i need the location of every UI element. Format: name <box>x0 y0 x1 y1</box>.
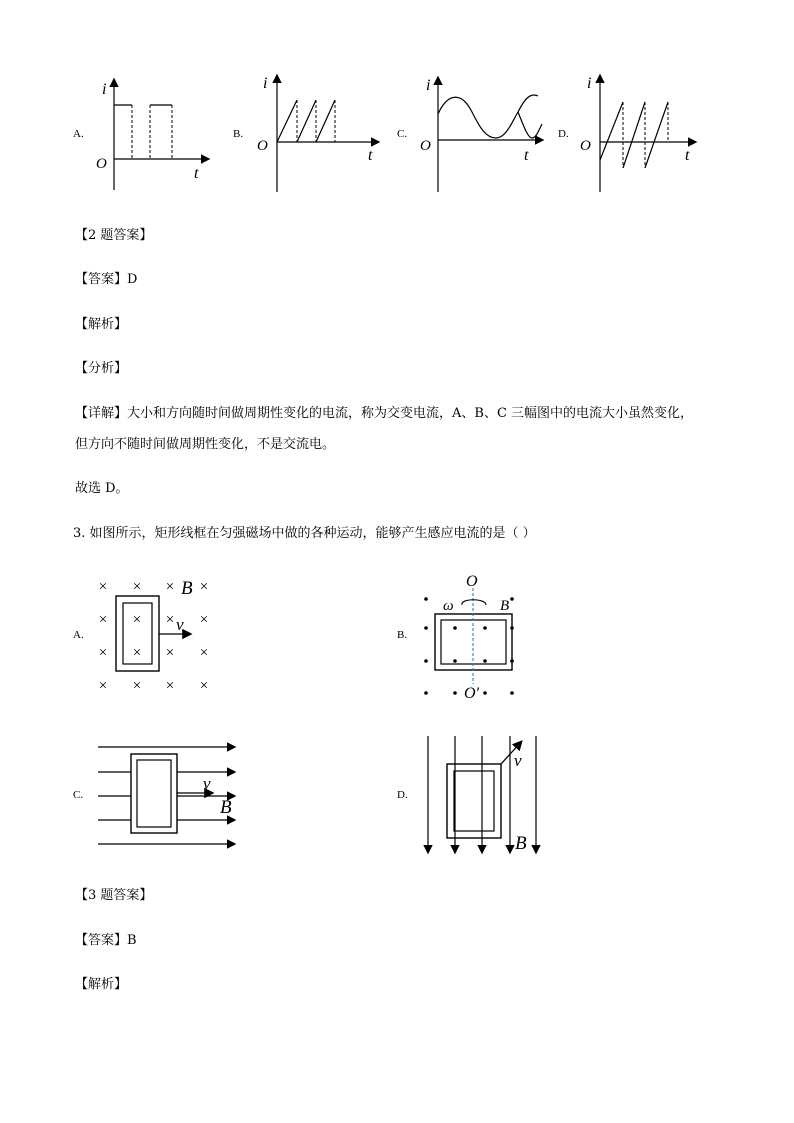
y-label: i <box>263 75 268 92</box>
svg-text:×: × <box>199 579 209 595</box>
ac-sawtooth-ramps <box>600 102 668 168</box>
q2-detail-line1: 【详解】大小和方向随时间做周期性变化的电流，称为交变电流，A、B、C 三幅图中的电流大小虽然变化， <box>75 406 694 421</box>
ac-sawtooth-drops <box>623 102 668 168</box>
origin-label: O <box>96 156 107 172</box>
field-label: B <box>515 833 527 854</box>
q3-option-c-label: C. <box>73 789 84 801</box>
svg-text:×: × <box>132 612 142 628</box>
velocity-label: v <box>203 774 211 793</box>
y-label: i <box>102 81 107 98</box>
q2-answer: 【答案】D <box>75 272 138 287</box>
sine-curve <box>438 95 542 138</box>
x-label: t <box>685 147 690 164</box>
field-label: B <box>220 797 232 818</box>
coil-inner <box>441 620 506 664</box>
svg-text:×: × <box>199 612 209 628</box>
y-label: i <box>426 77 431 94</box>
q2-heading: 【2 题答案】 <box>75 228 153 243</box>
q3-figure-a <box>92 572 222 697</box>
y-label: i <box>587 75 592 92</box>
q3-option-b-label: B. <box>397 629 408 641</box>
sawtooth-ramps <box>277 100 335 142</box>
svg-text:×: × <box>98 612 108 628</box>
omega-label: ω <box>443 598 454 614</box>
svg-text:×: × <box>165 678 175 694</box>
option-c-label: C. <box>397 128 408 140</box>
svg-text:×: × <box>199 645 209 661</box>
svg-text:×: × <box>98 579 108 595</box>
svg-text:×: × <box>165 579 175 595</box>
origin-label: O <box>257 138 268 154</box>
q3-option-a-label: A. <box>73 629 84 641</box>
graph-b <box>250 70 385 195</box>
q3-figure-d <box>418 732 548 857</box>
q3-figure-c <box>92 735 242 855</box>
q3-answer: 【答案】B <box>75 933 137 948</box>
option-b-label: B. <box>233 128 244 140</box>
velocity-label: v <box>176 615 184 634</box>
axis-bottom-label: O′ <box>464 685 480 702</box>
origin-label: O <box>580 138 591 154</box>
q3-question: 3. 如图所示，矩形线框在匀强磁场中做的各种运动，能够产生感应电流的是（ ） <box>73 526 536 541</box>
square-wave-edges <box>132 105 172 159</box>
q2-detail-line2: 但方向不随时间做周期性变化，不是交流电。 <box>75 437 336 452</box>
q2-conclusion: 故选 D。 <box>75 481 129 496</box>
svg-text:×: × <box>199 678 209 694</box>
svg-text:×: × <box>132 678 142 694</box>
option-d-label: D. <box>558 128 569 140</box>
graph-d <box>575 70 710 195</box>
field-label: B <box>181 578 193 599</box>
x-label: t <box>524 147 529 164</box>
origin-label: O <box>420 138 431 154</box>
q3-figure-b <box>416 572 526 702</box>
q2-jiexi: 【解析】 <box>75 317 128 332</box>
svg-text:×: × <box>132 645 142 661</box>
q3-heading: 【3 题答案】 <box>75 888 153 903</box>
graph-c <box>414 72 549 197</box>
q3-option-d-label: D. <box>397 789 408 801</box>
svg-text:×: × <box>132 579 142 595</box>
sawtooth-drops <box>297 100 335 142</box>
axis-top-label: O <box>466 573 478 590</box>
svg-text:×: × <box>165 612 175 628</box>
coil-inner <box>454 771 494 831</box>
velocity-label: v <box>514 751 522 770</box>
q3-jiexi: 【解析】 <box>75 977 128 992</box>
coil-outer <box>131 754 177 833</box>
option-a-label: A. <box>73 128 84 140</box>
svg-text:×: × <box>98 678 108 694</box>
q2-fenxi: 【分析】 <box>75 361 128 376</box>
svg-text:×: × <box>98 645 108 661</box>
rotation-arrow <box>462 600 486 605</box>
x-label: t <box>368 147 373 164</box>
field-label: B <box>500 598 510 614</box>
coil-outer <box>435 614 512 670</box>
x-label: t <box>194 165 199 182</box>
svg-text:×: × <box>165 645 175 661</box>
graph-a <box>90 72 220 197</box>
